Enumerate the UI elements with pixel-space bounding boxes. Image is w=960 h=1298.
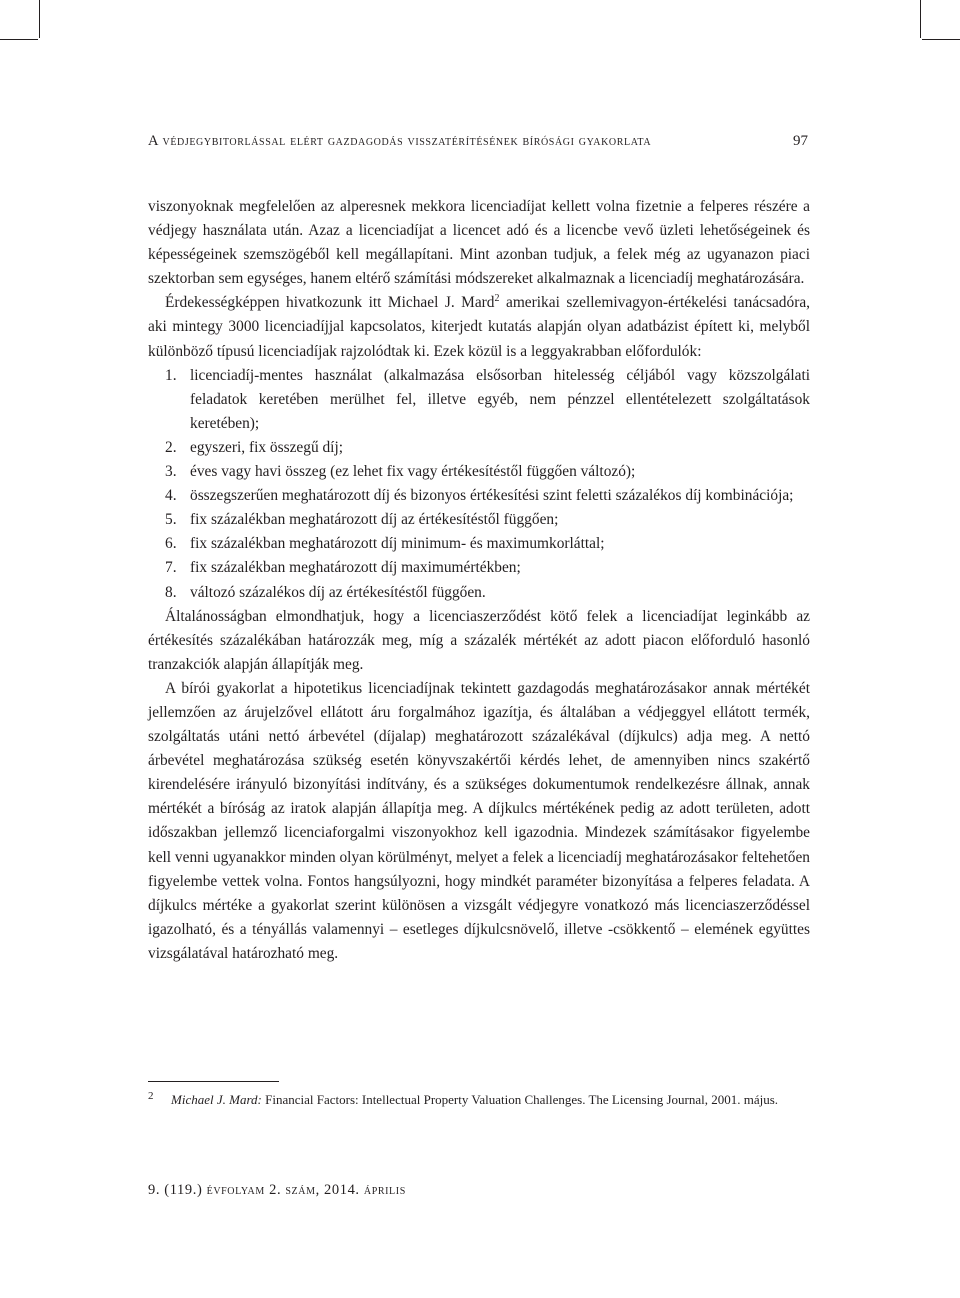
list-item-text: változó százalékos díj az értékesítéstől függően. <box>190 583 486 601</box>
footnote-text: Financial Factors: Intellectual Property Valuation Challenges. The Licensing Journal, 2001. május. <box>261 1092 779 1107</box>
paragraph-2 <box>148 291 810 363</box>
running-head: A védjegybitorlással elért gazdagodás visszatérítésének bírósági gyakorlata <box>148 133 652 149</box>
list-item <box>148 581 810 605</box>
paragraph-4: A bírói gyakorlat a hipotetikus licenciadíjnak tekintett gazdagodás meghatározásakor annak mértékét jellemzően az árujelzővel ellátott áru forgalmához igazítja, és általában a védjeggyel ellátott termék, szolgáltatás utáni nettó árbevétel (díjalap) meghatározott százalékával (díjkulcs) adja meg. A nettó árbevétel meghatározása szükség esetén könyvszakértői kérdés lehet, de amennyiben nincs szakértő kirendelésére irányuló bizonyítási indítvány, és a szükséges dokumentumok rendelkezésre állnak, annak mértékét a bíróság az iratok alapján állapítja meg. A díjkulcs mértékének pedig az adott területen, adott időszakban jellemző licenciaforgalmi viszonyokhoz kell igazodnia. Mindezek számításakor figyelembe kell venni ugyanakkor minden olyan körülményt, melyet a felek a licenciadíj meghatározásakor feltehetően figyelembe vettek volna. Fontos hangsúlyozni, hogy mindkét paraméter bizonyítása a felperes feladata. A díjkulcs mértéke a gyakorlat szerint különösen a vizsgált védjegyre vonatkozó más licenciaszerződéssel igazolható, és a tényállás valamennyi – esetleges díjkulcsnövelő, illetve -csökkentő – elemének együttes vizsgálatával határozható meg. <box>148 679 810 962</box>
footnote-body <box>171 1090 810 1110</box>
list-item-text: összegszerűen meghatározott díj és bizonyos értékesítési szint feletti százalékos díj kombinációja; <box>190 487 794 505</box>
paragraph-1: viszonyoknak megfelelően az alperesnek mekkora licenciadíjat kellett volna fizetnie a felperes részére a védjegy használata után. Azaz a licenciadíjat a licencet adó és a licencbe vevő üzleti lehetőségeinek és képességeinek szemszögéből kell megállapítani. Mint azonban tudjuk, a felek még az ugyanazon piaci szektorban sem egységes, hanem eltérő számítási módszereket alkalmaznak a licenciadíj meghatározására. <box>148 198 810 288</box>
footnote-rule <box>148 1081 279 1082</box>
list-item <box>148 556 810 580</box>
list-item-number: 5. <box>165 511 177 529</box>
body-text <box>148 195 810 966</box>
list-item-text: egyszeri, fix összegű díj; <box>190 438 344 456</box>
list-item-number: 6. <box>165 535 177 553</box>
list-item <box>148 460 810 484</box>
list-item-number: 8. <box>165 583 177 601</box>
page-number: 97 <box>793 133 808 149</box>
list-item <box>148 532 810 556</box>
list-item <box>148 364 810 436</box>
list-item-text: fix százalékban meghatározott díj minimum- és maximumkorláttal; <box>190 535 605 553</box>
issue-footer: 9. (119.) évfolyam 2. szám, 2014. április <box>148 1182 406 1198</box>
list-item-number: 2. <box>165 438 177 456</box>
list-item-text: fix százalékban meghatározott díj maximumértékben; <box>190 559 521 577</box>
crop-mark-left-horizontal <box>0 39 38 40</box>
footnote-reference: 2 <box>494 293 500 305</box>
list-item-text: licenciadíj-mentes használat (alkalmazása elsősorban hitelesség céljából vagy közszolgálati feladatok keretében merülhet fel, illetve egyéb, nem pénzzel ellentételezett szolgáltatások keretében); <box>190 366 810 432</box>
license-fee-types-list <box>148 364 810 605</box>
footnote-author: Michael J. Mard: <box>171 1092 262 1107</box>
crop-mark-right <box>920 0 921 38</box>
crop-mark-right-horizontal <box>922 39 960 40</box>
list-item-number: 4. <box>165 487 177 505</box>
list-item-number: 7. <box>165 559 177 577</box>
list-item-text: fix százalékban meghatározott díj az értékesítéstől függően; <box>190 511 559 529</box>
crop-mark-left <box>39 0 40 38</box>
paragraph-2-lead: Érdekességképpen hivatkozunk itt Michael J. Mard <box>165 294 495 312</box>
list-item <box>148 484 810 508</box>
list-item-number: 1. <box>165 366 177 384</box>
paragraph-2-rest: amerikai szellemivagyon-értékelési tanácsadóra, aki mintegy 3000 licenciadíjjal kapcsolatos, kiterjedt kutatás alapján olyan adatbázist épített ki, melyből különböző típusú licenciadíjak rajzolódtak ki. Ezek közül is a leggyakrabban előfordulók: <box>148 294 810 360</box>
list-item <box>148 508 810 532</box>
paragraph-3: Általánosságban elmondhatjuk, hogy a licenciaszerződést kötő felek a licenciadíjat leginkább az értékesítés százalékában határozzák meg, míg a százalék mértékét az adott piacon előforduló hasonló tranzakciók alapján állapítják meg. <box>148 607 810 673</box>
list-item-text: éves vagy havi összeg (ez lehet fix vagy értékesítéstől függően változó); <box>190 463 636 481</box>
list-item <box>148 436 810 460</box>
list-item-number: 3. <box>165 463 177 481</box>
footnote <box>148 1090 810 1110</box>
footnote-mark: 2 <box>148 1090 154 1102</box>
